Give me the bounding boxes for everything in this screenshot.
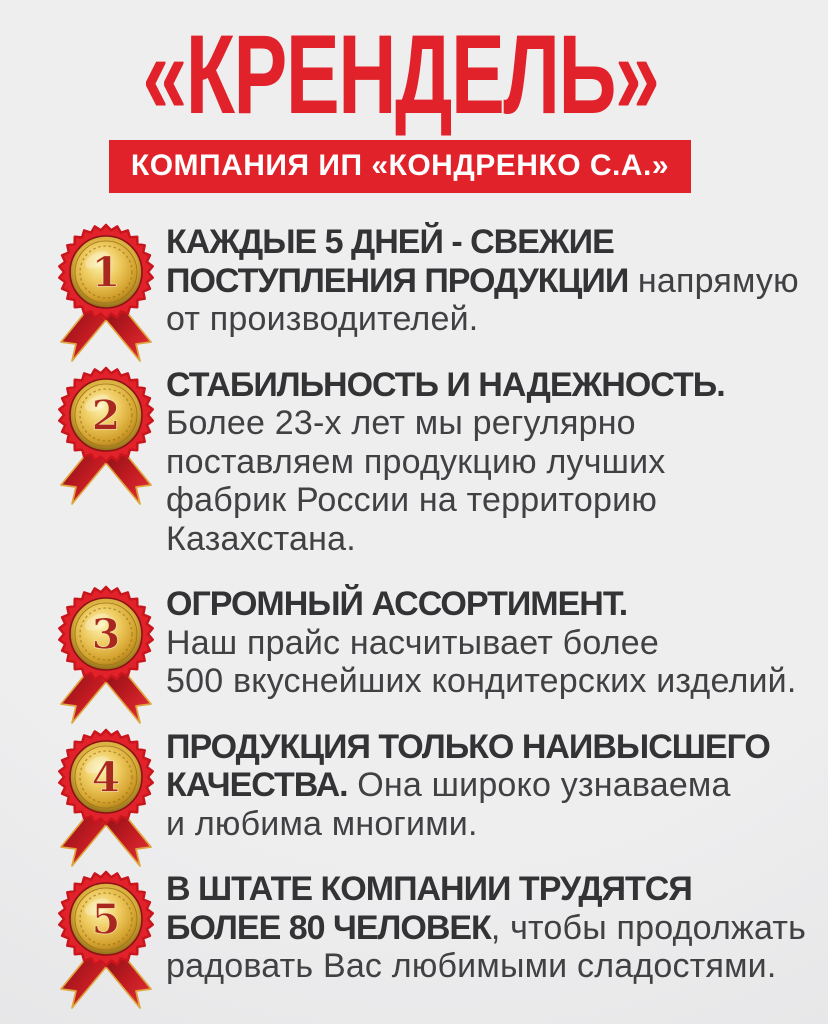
- bold-text-segment: В ШТАТЕ КОМПАНИИ ТРУДЯТСЯ: [166, 870, 692, 908]
- regular-text-segment: от производителей.: [166, 300, 479, 338]
- item-text: [166, 728, 770, 844]
- item-text: [166, 585, 797, 701]
- text-line: [166, 728, 770, 767]
- text-line: [166, 662, 797, 701]
- item-text: [166, 366, 725, 559]
- regular-text-segment: фабрик России на территорию: [166, 481, 658, 519]
- medal-number: 3: [91, 610, 121, 659]
- medal-number: 2: [91, 391, 121, 439]
- medal-ribbon-icon: [46, 577, 166, 725]
- text-line: [166, 909, 806, 948]
- regular-text-segment: радовать Вас любимыми сладостями.: [166, 947, 777, 985]
- medal-ribbon-icon: [46, 720, 166, 868]
- text-line: [166, 520, 725, 559]
- company-banner: КОМПАНИЯ ИП «КОНДРЕНКО С.А.»: [109, 140, 691, 193]
- list-item: [46, 223, 798, 339]
- text-line: [166, 366, 725, 405]
- regular-text-segment: Она широко узнаваема: [347, 766, 731, 804]
- item-text: [166, 223, 799, 339]
- bold-text-segment: КАЧЕСТВА.: [166, 766, 348, 804]
- regular-text-segment: 500 вкуснейших кондитерских изделий.: [166, 662, 797, 700]
- text-line: [166, 805, 770, 844]
- text-line: [166, 481, 725, 520]
- text-line: [166, 585, 797, 624]
- regular-text-segment: Более 23-х лет мы регулярно: [166, 404, 636, 442]
- benefits-list: [0, 193, 828, 986]
- text-line: [166, 870, 806, 909]
- bold-text-segment: КАЖДЫЕ 5 ДНЕЙ - СВЕЖИЕ: [166, 223, 614, 261]
- text-line: [166, 947, 806, 986]
- item-text: [166, 870, 806, 986]
- bold-text-segment: ПОСТУПЛЕНИЯ ПРОДУКЦИИ: [166, 261, 629, 300]
- text-line: [166, 404, 725, 443]
- bold-text-segment: БОЛЕЕ 80 ЧЕЛОВЕК: [166, 908, 491, 947]
- medal-number: 5: [91, 895, 121, 944]
- bold-text-segment: ПРОДУКЦИЯ ТОЛЬКО НАИВЫСШЕГО: [166, 727, 770, 766]
- text-line: [166, 624, 797, 663]
- list-item: [46, 870, 807, 986]
- regular-text-segment: и любима многими.: [166, 804, 478, 843]
- regular-text-segment: , чтобы продолжать: [490, 908, 807, 947]
- bold-text-segment: ОГРОМНЫЙ АССОРТИМЕНТ.: [166, 585, 628, 623]
- text-line: [166, 766, 770, 805]
- text-line: [166, 443, 725, 482]
- list-item: [46, 728, 798, 844]
- medal-ribbon-icon: [46, 358, 166, 506]
- regular-text-segment: поставляем продукцию лучших: [166, 442, 666, 481]
- medal-number: 4: [91, 753, 121, 801]
- medal-number: 1: [91, 248, 121, 297]
- list-item: [46, 366, 798, 559]
- bold-text-segment: СТАБИЛЬНОСТЬ И НАДЕЖНОСТЬ.: [166, 365, 725, 404]
- page-title: «КРЕНДЕЛЬ»: [141, 12, 659, 137]
- regular-text-segment: напрямую: [628, 261, 799, 300]
- regular-text-segment: Наш прайс насчитывает более: [166, 623, 659, 662]
- regular-text-segment: Казахстана.: [166, 519, 356, 558]
- text-line: [166, 223, 799, 262]
- text-line: [166, 262, 799, 301]
- poster-header: [0, 0, 814, 193]
- medal-ribbon-icon: [46, 862, 166, 1010]
- medal-ribbon-icon: [46, 215, 166, 363]
- text-line: [166, 300, 799, 339]
- list-item: [46, 585, 798, 701]
